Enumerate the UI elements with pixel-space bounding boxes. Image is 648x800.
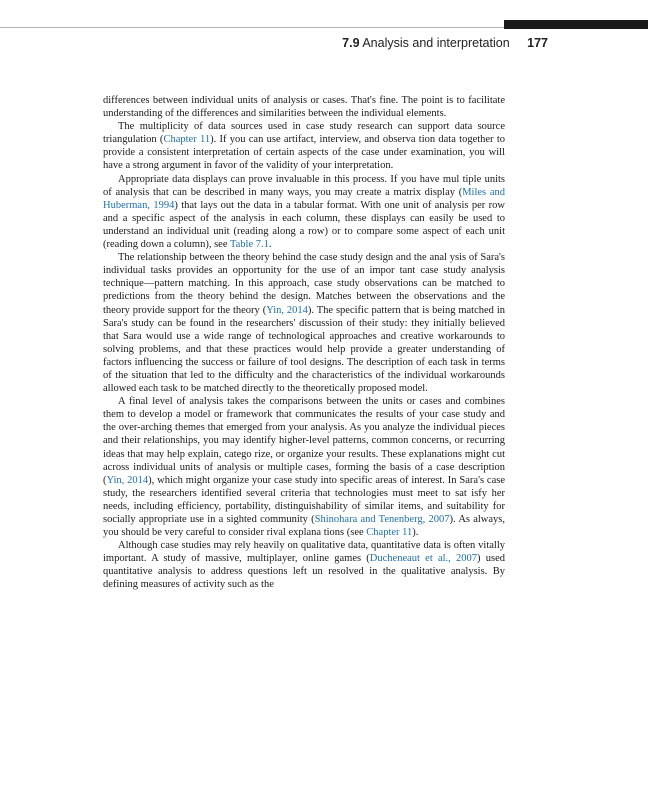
citation-link[interactable]: Ducheneaut et al., 2007 xyxy=(369,553,478,565)
paragraph xyxy=(103,251,505,395)
citation-link[interactable]: Chapter 11 xyxy=(163,134,211,146)
citation-link[interactable]: Chapter 11 xyxy=(366,527,413,539)
section-title: Analysis and interpretation xyxy=(362,36,510,50)
paragraph-text: ), which might organize your case study into specific areas of interest. In Sara's case study, the researchers identified several criteria that technologies must meet to sat isfy her needs, including efficiency, portability, distinguishability of similar items, and suitability for socially appropriate use in a sighted community ( xyxy=(103,474,505,525)
citation-link[interactable]: Table 7.1 xyxy=(229,239,269,251)
paragraph-text: differences between individual units of analysis or cases. That's fine. The point is to facilitate understanding of the differences and similarities between the individual elements. xyxy=(103,95,505,120)
paragraph-text: . xyxy=(268,239,272,251)
paragraph xyxy=(103,120,505,172)
paragraph-text: The multiplicity of data sources used in case study research can support data source triangulation ( xyxy=(103,121,505,146)
body-text xyxy=(103,94,505,592)
paragraph-text: ). As always, you should be very careful to consider rival explana tions (see xyxy=(103,514,506,539)
paragraph-text: ). xyxy=(412,527,419,539)
paragraph-text: Appropriate data displays can prove invaluable in this process. If you have mul tiple units of analysis that can be described in many ways, you may create a matrix display ( xyxy=(103,173,505,198)
citation-link[interactable]: Shinohara and Tenenberg, 2007 xyxy=(314,514,450,525)
running-head xyxy=(342,36,548,50)
paragraph-text: Although case studies may rely heavily on qualitative data, quantitative data is often vitally important. A study of massive, multiplayer, online games ( xyxy=(103,540,505,565)
paragraph xyxy=(103,173,505,252)
page-number: 177 xyxy=(527,36,548,50)
paragraph-text: ) that lays out the data in a tabular format. With one unit of analysis per row and a specific aspect of the analysis in each column, these displays can easily be used to understand an individual unit (reading along a row) or to compare some aspect of each unit (reading down a column), see xyxy=(103,199,505,251)
paragraph-text: ). If you can use artifact, interview, and observa tion data together to provide a consistent interpretation of certain aspects of the case under examination, you will have a strong argument in favor of the validity of your interpretation. xyxy=(103,134,505,172)
paragraph xyxy=(103,395,505,539)
paragraph xyxy=(103,94,505,120)
citation-link[interactable]: Yin, 2014 xyxy=(106,474,149,486)
paragraph-text: A final level of analysis takes the comparisons between the units or cases and combines them to develop a model or framework that communicates the results of your case study and the over-arching themes that emerged from your analysis. As you analyze the individual pieces and their relationships, you may identify higher-level patterns, common concerns, or recurring ideas that may help explain, catego rize, or organize your results. These explanations might cut across individual units of analysis or multiple cases, forming the basis of a case description ( xyxy=(103,396,505,486)
paragraph-text: The relationship between the theory behind the case study design and the anal ysis of Sara's individual tasks provides an opportunity for the use of an impor tant case study analysis technique—pattern matching. In this approach, case study observations can be matched to predictions from the theory behind the design. Matches between the observations and the theory provide support for the theory ( xyxy=(103,252,505,316)
paragraph-text: ). The specific pattern that is being matched in Sara's study can be found in the researchers' discussion of their study: they initially believed that Sara would use a wide range of technological approaches and creative workarounds to solving problems, and that these practices would help provide a greater understanding of factors influencing the success or failure of tool designs. The description of each task in terms of the situation that led to the difficulty and the characteristics of the individual workarounds allowed each task to be matched directly to the theoretically proposed model. xyxy=(103,304,505,395)
citation-link[interactable]: Yin, 2014 xyxy=(266,304,308,316)
header-rule-bar xyxy=(504,20,648,29)
section-number: 7.9 xyxy=(342,36,360,50)
citation-link[interactable]: Miles and Huberman, 1994 xyxy=(103,186,506,211)
paragraph xyxy=(103,539,505,591)
paragraph-text: ) used quantitative analysis to address questions left un resolved in the qualitative analysis. By defining measures of activity such as the xyxy=(103,553,505,591)
